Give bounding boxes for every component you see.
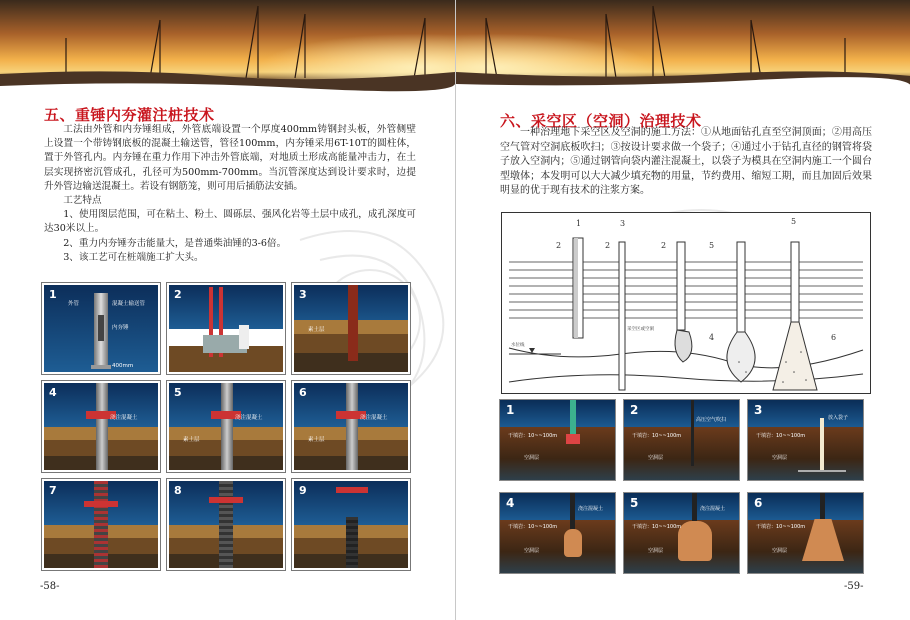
cavity-label: 空洞层 — [772, 455, 788, 461]
cavity-step-tile — [623, 399, 740, 481]
method-paragraph: 一种治理地下采空区及空洞的施工方法：①从地面钻孔直至空洞顶面；②用高压空气管对空洞底板吹扫；③按设计要求做一个袋子；④通过小于钻孔直径的钢管将袋子放入空洞内；⑤通过钢管向袋内灌注混凝土，以袋子为模具在空洞内施工一个圆台型墩体；本发明可以大大减少填充物的用量，节约费用、缩短工期，而且加固后效果明显的优于现有技术的注浆方案。 — [500, 127, 872, 197]
step-tile — [167, 381, 285, 472]
feature-item: 1、使用图层范围，可在粘土、粉土、圆砾层、强风化岩等土层中成孔，成孔深度可达30米以上。 — [44, 209, 416, 235]
page-title: 六、采空区（空洞）治理技术 — [500, 112, 702, 130]
cavity-label: 空洞层 — [648, 548, 664, 554]
step-number: 3 — [299, 288, 307, 301]
step-number: 1 — [506, 403, 515, 417]
concrete-pipe-label: 混凝土输送管 — [112, 301, 146, 307]
cavity-step-tile — [747, 399, 864, 481]
step-number: 5 — [174, 386, 182, 399]
soil-label: 素土层 — [308, 327, 325, 333]
bag-label: 放入袋子 — [828, 415, 849, 421]
fill-depth-label: 干填岩：10~~100m — [508, 433, 558, 439]
page-title: 五、重锤内夯灌注桩技术 — [44, 106, 215, 124]
diagram-label: 5 — [791, 217, 797, 226]
cavity-label: 空洞层 — [524, 455, 540, 461]
step-tile — [42, 479, 160, 570]
features-heading: 工艺特点 — [63, 195, 102, 207]
step-number: 4 — [49, 386, 57, 399]
step-number: 1 — [49, 288, 57, 301]
step-tile — [42, 381, 160, 472]
feature-item: 3、该工艺可在桩端施工扩大头。 — [63, 251, 204, 263]
cavity-label: 空洞层 — [648, 455, 664, 461]
diagram-label: 4 — [709, 333, 715, 342]
diagram-label: 5 — [709, 241, 715, 250]
step-number: 6 — [299, 386, 307, 399]
sunset-banner-right — [456, 0, 910, 96]
cavity-step-tile — [623, 492, 740, 574]
cavity-step-tile — [747, 492, 864, 574]
step-tile — [292, 381, 410, 472]
concrete-label: 浇注混凝土 — [235, 415, 263, 421]
step-number: 3 — [754, 403, 763, 417]
cavity-label: 空洞层 — [524, 548, 540, 554]
fill-depth-label: 干填岩：10~~100m — [632, 433, 682, 439]
diagram-label: 3 — [620, 219, 626, 228]
blow-label: 高压空气吹扫 — [696, 417, 727, 423]
step-number: 2 — [174, 288, 182, 301]
page-number: -59- — [844, 581, 864, 592]
hammer-label: 内夯锤 — [112, 325, 129, 331]
intro-paragraph: 工法由外管和内夯锤组成，外管底端设置一个厚度400mm铸钢封头板，外管侧壁上设置一个带铸钢底板的混凝土输送管，管径100mm，内夯锤采用6T-10T的圆柱体，置于外管孔内。内夯锤在重力作用下冲击外管底端，对地质土形成高能量冲击力，在土层实现挤密沉管成孔，孔径可为500mm-700mm。当沉管深度达到设计要求时，边提升外管边输送混凝土。若设有钢筋笼，则可用后插筋法安插。 — [44, 124, 416, 192]
step-tile — [167, 283, 285, 374]
step-number: 6 — [754, 496, 763, 510]
diagram-label: 1 — [576, 219, 582, 228]
outer-pipe-label: 外管 — [68, 301, 80, 307]
hammer-steps-grid — [42, 283, 412, 569]
cavity-top-label: 采空区或空洞 — [627, 327, 654, 332]
cavity-label: 空洞层 — [772, 548, 788, 554]
page-number: -58- — [40, 581, 60, 592]
step-number: 8 — [174, 484, 182, 497]
sunset-banner-left — [0, 0, 455, 96]
step-number: 9 — [299, 484, 307, 497]
step-number: 4 — [506, 496, 515, 510]
step-number: 5 — [630, 496, 639, 510]
cavity-step-tile — [499, 492, 616, 574]
step-tile — [42, 283, 160, 374]
step-tile — [292, 479, 410, 570]
step-tile — [292, 283, 410, 374]
fill-depth-label: 干填岩：10~~100m — [756, 433, 806, 439]
step-number: 2 — [630, 403, 639, 417]
soil-label: 素土层 — [308, 437, 325, 443]
cavity-step-tile — [499, 399, 616, 481]
plate-label: 400mm — [112, 363, 134, 369]
fill-depth-label: 干填岩：10~~100m — [632, 524, 682, 530]
cavity-treatment-diagram — [501, 212, 871, 394]
right-page — [455, 0, 910, 620]
concrete-label: 浇注混凝土 — [110, 415, 138, 421]
right-body-text — [500, 126, 872, 199]
concrete-label: 浇注混凝土 — [360, 415, 388, 421]
diagram-label: 2 — [605, 241, 611, 250]
concrete-label: 浇注混凝土 — [578, 506, 604, 512]
feature-item: 2、重力内夯锤夯击能量大，是普通柴油锤的3-6倍。 — [63, 237, 287, 249]
concrete-label: 浇注混凝土 — [700, 506, 726, 512]
water-level-label: 水位线 — [511, 343, 525, 348]
fill-depth-label: 干填岩：10~~100m — [508, 524, 558, 530]
soil-label: 素土层 — [183, 437, 200, 443]
step-number: 7 — [49, 484, 57, 497]
step-tile — [167, 479, 285, 570]
diagram-label: 6 — [831, 333, 837, 342]
left-body-text — [44, 123, 416, 265]
diagram-label: 2 — [661, 241, 667, 250]
diagram-label: 2 — [556, 241, 562, 250]
fill-depth-label: 干填岩：10~~100m — [756, 524, 806, 530]
